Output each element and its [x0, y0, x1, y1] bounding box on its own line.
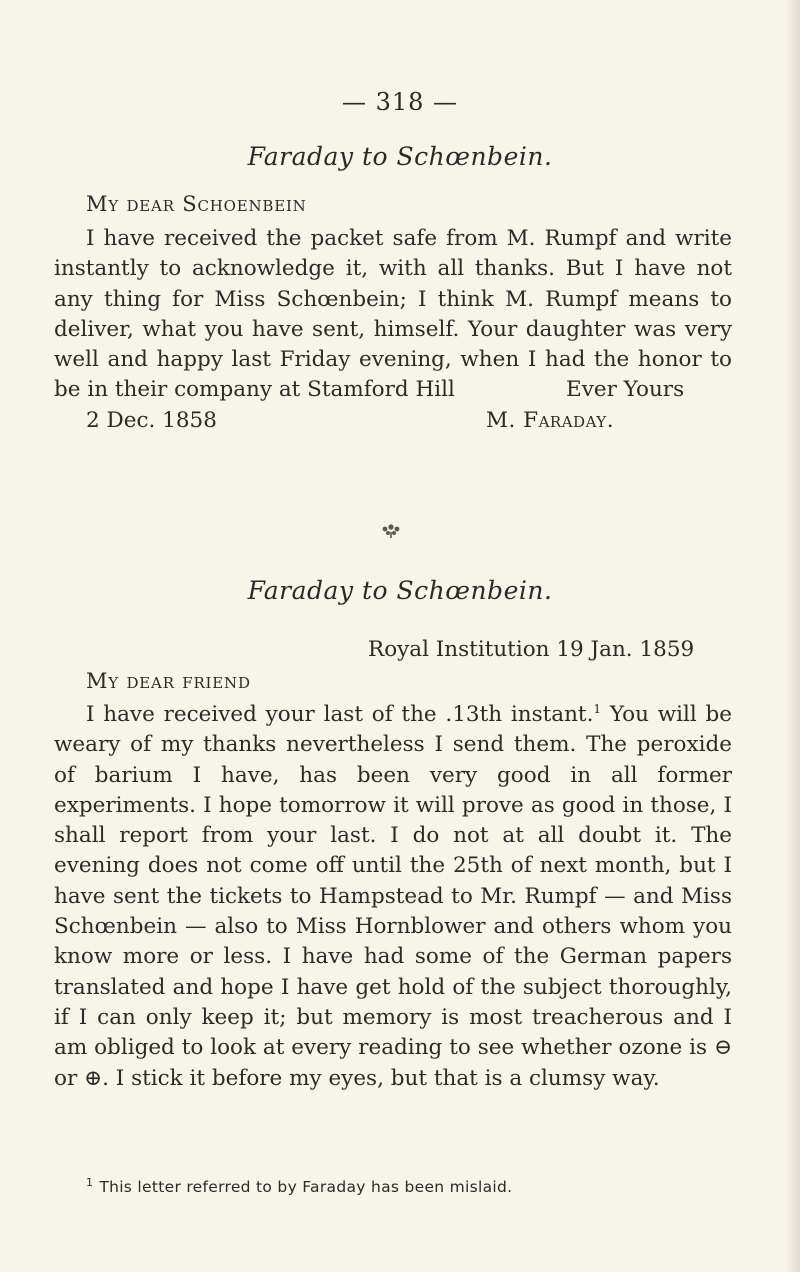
letter-2-address: Royal Institution 19 Jan. 1859 — [368, 637, 695, 662]
letter-1-salutation: My dear Schoenbein — [86, 192, 307, 216]
footnote — [86, 1176, 512, 1196]
letter-1-closing: Ever Yours — [566, 377, 685, 402]
footnote-reference: 1 — [593, 701, 602, 716]
letter-1-signature: M. Faraday. — [486, 408, 615, 433]
letter-2-body-part-1: I have received your last of the .13th instant. — [86, 702, 594, 727]
letter-2-body — [54, 700, 732, 1094]
page-number: — 318 — — [341, 88, 459, 116]
footnote-marker: 1 — [86, 1176, 94, 1189]
letter-1-heading: Faraday to Schœnbein. — [247, 142, 553, 171]
page-edge-shadow — [786, 0, 800, 1272]
floral-ornament-icon — [380, 523, 402, 539]
letter-1-body: I have received the packet safe from M. Rumpf and write instantly to acknowledge it, with all thanks. But I have not any thing for Miss Schœnbein; I think M. Rumpf means to deliver, what you have sent, himself. Your daughter was very well and happy last Friday evening, when I had the honor to be in their company at Stamford Hill — [54, 226, 732, 403]
letter-2-salutation: My dear friend — [86, 669, 251, 693]
footnote-text: This letter referred to by Faraday has been mislaid. — [99, 1178, 513, 1196]
letter-1-date: 2 Dec. 1858 — [86, 408, 217, 433]
letter-2-heading: Faraday to Schœnbein. — [247, 576, 553, 605]
letter-2-body-part-2: You will be weary of my thanks nevertheless I send them. The peroxide of barium I have, has been very good in all former experiments. I hope tomorrow it will prove as good in those, I shall report from your last. I do not at all doubt it. The evening does not come off until the 25th of next month, but I have sent the tickets to Hampstead to Mr. Rumpf — and Miss Schœnbein — also to Miss Hornblower and others whom you know more or less. I have had some of the German papers translated and hope I have get hold of the subject thoroughly, if I can only keep it; but memory is most treacherous and I am obliged to look at every reading to see whether ozone is ⊖ or ⊕. I stick it before my eyes, but that is a clumsy way. — [54, 702, 733, 1091]
